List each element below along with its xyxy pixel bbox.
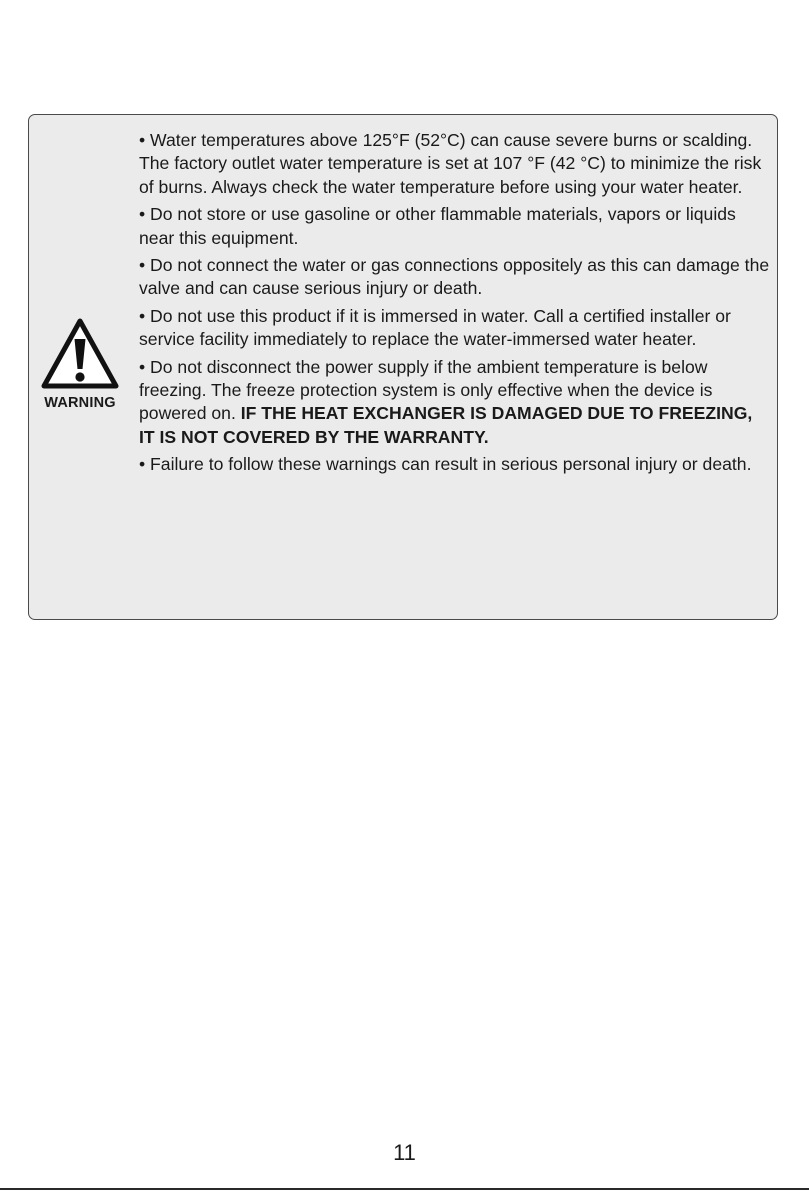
warning-bullet-flammables: • Do not store or use gasoline or other flammable materials, vapors or liquids near this equipment. bbox=[139, 204, 736, 248]
warning-triangle-icon bbox=[40, 317, 120, 391]
page-number: 11 bbox=[393, 1140, 416, 1165]
warning-bullet-immersion: • Do not use this product if it is immersed in water. Call a certified installer or service facility immediately to replace the water-immersed water heater. bbox=[139, 305, 731, 350]
warning-bullet-burns: • Water temperatures above 125°F (52°C) can cause severe burns or scalding. The factory outlet water temperature is set at 107 °F (42 °C) to minimize the risk of burns. Always check the water temperature before using your water heater. bbox=[139, 130, 762, 197]
warning-symbol bbox=[37, 317, 123, 411]
bottom-rule bbox=[0, 1188, 809, 1190]
warning-bullet-connections: • Do not connect the water or gas connections oppositely as this can damage the valve and can cause serious injury or death. bbox=[139, 255, 770, 299]
warning-bullet-failure: • Failure to follow these warnings can result in serious personal injury or death. bbox=[139, 454, 752, 475]
warning-text bbox=[139, 129, 771, 481]
warranty-notice: IF THE HEAT EXCHANGER IS DAMAGED DUE TO FREEZING, IT IS NOT COVERED BY THE WARRANTY. bbox=[139, 403, 753, 447]
warning-label: WARNING bbox=[44, 395, 116, 411]
freezing-text: • Do not disconnect the power supply if the ambient temperature is below freezing. The freeze protection system is only effective when the device is powered on. bbox=[139, 356, 713, 424]
warning-box bbox=[28, 114, 778, 620]
warning-bullet-freezing bbox=[139, 356, 771, 450]
